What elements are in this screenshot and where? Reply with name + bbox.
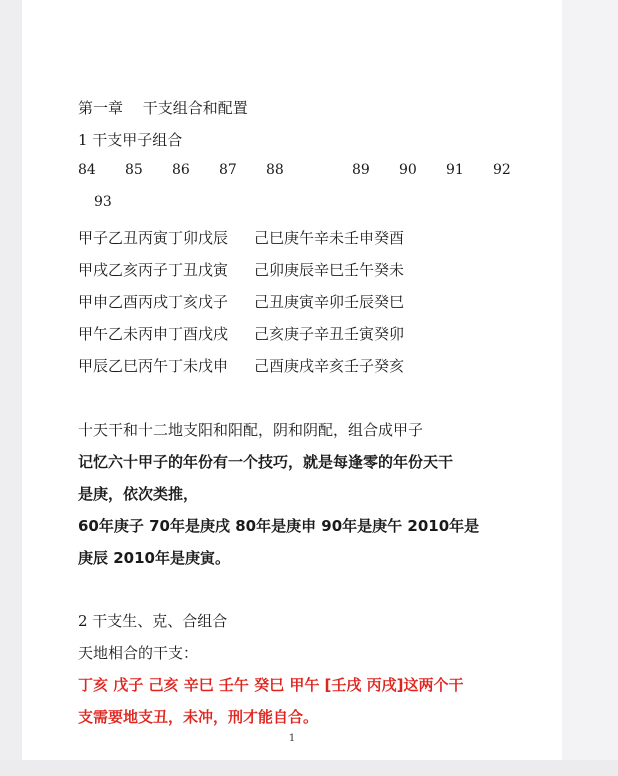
jiazi-row: 甲申乙酉丙戌丁亥戊子 己丑庚寅辛卯壬辰癸巳	[78, 293, 405, 311]
page-number: 1	[288, 733, 296, 744]
year-87: 87	[219, 162, 237, 178]
paragraph-memory-tip-line2: 是庚，依次类推，	[78, 485, 199, 503]
jiazi-row: 甲辰乙巳丙午丁未戊申 己酉庚戌辛亥壬子癸亥	[78, 357, 405, 375]
paragraph-years-line1: 60年庚子 70年是庚戌 80年是庚申 90年是庚午 2010年是	[78, 517, 480, 535]
year-90: 90	[399, 162, 417, 178]
paragraph-memory-tip-line1: 记忆六十甲子的年份有一个技巧，就是每逢零的年份天干	[78, 453, 454, 471]
year-86: 86	[172, 162, 190, 178]
chapter-title: 第一章 干支组合和配置	[78, 99, 248, 117]
year-84: 84	[78, 162, 96, 178]
document-page	[22, 0, 562, 760]
viewer-margin	[562, 0, 618, 776]
jiazi-row: 甲戌乙亥丙子丁丑戊寅 己卯庚辰辛巳壬午癸未	[78, 261, 405, 279]
year-89: 89	[352, 162, 370, 178]
jiazi-row: 甲午乙未丙申丁酉戊戌 己亥庚子辛丑壬寅癸卯	[78, 325, 405, 343]
section1-title: 1 干支甲子组合	[78, 131, 183, 149]
red-highlight-line1: 丁亥 戊子 己亥 辛巳 壬午 癸巳 甲午 [壬戌 丙戌]这两个干	[78, 676, 464, 694]
paragraph-years-line2: 庚辰 2010年是庚寅。	[78, 549, 230, 567]
red-highlight-line2: 支需要地支丑，未冲，刑才能自合。	[78, 708, 319, 726]
year-85: 85	[125, 162, 143, 178]
year-92: 92	[493, 162, 511, 178]
year-91: 91	[446, 162, 464, 178]
year-93: 93	[94, 194, 112, 210]
viewer-bottom-margin	[0, 760, 618, 776]
year-88: 88	[266, 162, 284, 178]
jiazi-row: 甲子乙丑丙寅丁卯戊辰 己巳庚午辛未壬申癸酉	[78, 229, 405, 247]
section2-title: 2 干支生、克、合组合	[78, 612, 228, 630]
paragraph-pairing: 十天干和十二地支阳和阳配，阴和阴配，组合成甲子	[78, 421, 424, 439]
section2-subtitle: 天地相合的干支：	[78, 644, 199, 662]
